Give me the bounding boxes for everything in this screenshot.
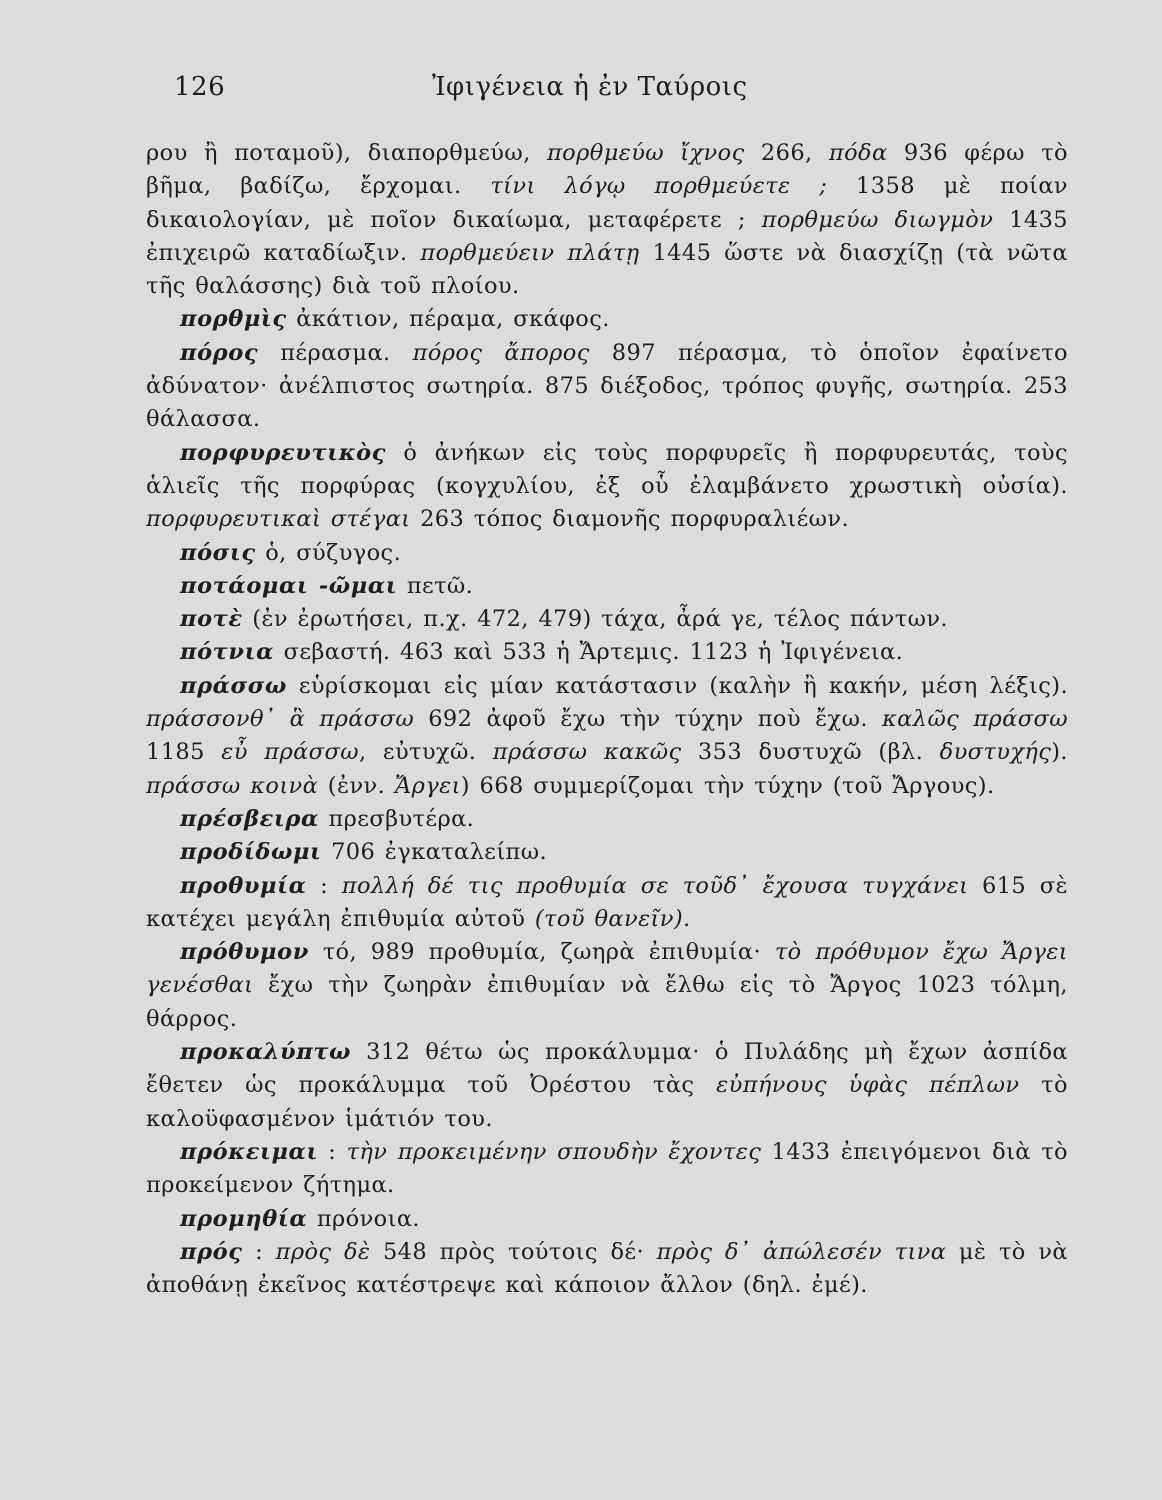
entry-text: 692 ἀφοῦ ἔχω τὴν τύχην ποὺ ἔχω. (414, 706, 883, 733)
entry-text: ) 668 συμμερίζομαι τὴν τύχην (τοῦ Ἄργους). (460, 772, 995, 799)
glossary-entry (146, 303, 1068, 336)
entry-text: πετῶ. (397, 572, 474, 599)
entry-headword: ποτάομαι -ῶμαι (180, 572, 398, 599)
entry-text: . (683, 905, 691, 932)
entry-text: : (242, 1238, 276, 1265)
entry-text: 615 σὲ κατέχει μεγάλη ἐπιθυμία αὐτοῦ (146, 872, 1068, 932)
entry-text: τό, 989 προθυμία, ζωηρὰ ἐπιθυμία· (308, 939, 775, 966)
glossary-entry (146, 836, 1068, 869)
entry-headword: πράσσω (180, 672, 287, 699)
quoted-phrase: τὸ πρόθυμον ἔχω Ἄργει γενέσθαι (146, 939, 1068, 999)
entry-text: ἔχω τὴν ζωηρὰν ἐπιθυμίαν νὰ ἔλθω εἰς τὸ Ἄργος 1023 τόλμη, θάρρος. (146, 972, 1068, 1032)
entry-headword: πόρος (180, 339, 259, 366)
entry-headword: ποτὲ (180, 606, 243, 633)
quoted-phrase: καλῶς πράσσω (882, 706, 1068, 733)
entry-headword: πόσις (180, 539, 256, 566)
glossary-entry (146, 570, 1068, 603)
glossary-entry (146, 137, 1068, 303)
entry-text: 312 θέτω ὡς προκάλυμμα· ὁ Πυλάδης μὴ ἔχων ἀσπίδα ἔθετεν ὡς προκάλυμμα τοῦ Ὀρέστου τὰς (146, 1039, 1068, 1099)
quoted-phrase: πράσσω κοινὰ (146, 772, 319, 799)
entry-text: 263 τόπος διαμονῆς πορφυραλιέων. (410, 506, 850, 533)
entry-text: εὑρίσκομαι εἰς μίαν κατάστασιν (καλὴν ἢ κακήν, μέση λέξις). (286, 672, 1068, 699)
glossary-entry (146, 636, 1068, 669)
entry-text: ρου ἢ ποταμοῦ), διαπορθμεύω, (146, 140, 547, 166)
quoted-phrase: πράσσω κακῶς (492, 739, 682, 766)
entry-text: 353 δυστυχῶ (βλ. (681, 739, 940, 766)
entry-headword: προκαλύπτω (180, 1039, 352, 1066)
entry-headword: πρέσβειρα (180, 805, 319, 832)
entry-headword: πρός (180, 1238, 243, 1265)
entry-text: πρεσβυτέρα. (318, 805, 475, 832)
entry-text: : (306, 872, 342, 899)
entry-text: (ἐνν. (318, 772, 395, 799)
entry-text: 1445 ὥστε νὰ διασχίζῃ (τὰ νῶτα τῆς θαλάσσης) διὰ τοῦ πλοίου. (146, 239, 1068, 300)
entry-text: ὁ ἀνήκων εἰς τοὺς πορφυρεῖς ἢ πορφυρευτάς, τοὺς ἁλιεῖς τῆς πορφύρας (κογχυλίου, ἐξ οὗ ἐλαμβάνετο χρωστικὴ οὐσία). (146, 439, 1068, 499)
entry-text: 1185 (146, 739, 222, 766)
entry-text: μὲ τὸ νὰ ἀποθάνῃ ἐκεῖνος κατέστρεψε καὶ κάποιον ἄλλον (δηλ. ἐμέ). (146, 1238, 1068, 1299)
glossary-entry (146, 537, 1068, 570)
quoted-phrase: πράσσονθ᾽ ἃ πράσσω (146, 706, 415, 733)
quoted-phrase: πορθμεύειν πλάτῃ (420, 239, 640, 266)
entry-text: (ἐν ἐρωτήσει, π.χ. 472, 479) τάχα, ἆρά γε, τέλος πάντων. (242, 606, 948, 633)
quoted-phrase: πορφυρευτικαὶ στέγαι (146, 506, 411, 533)
page-header (174, 72, 982, 112)
entry-headword: προθυμία (180, 872, 307, 899)
glossary-entry (146, 870, 1068, 937)
quoted-phrase: πόρος ἄπορος (412, 339, 590, 366)
quoted-phrase: πορθμεύω διωγμὸν (761, 206, 994, 233)
glossary-body (146, 137, 1068, 1302)
glossary-entry (146, 337, 1068, 437)
quoted-phrase: Ἄργει (394, 772, 461, 799)
entry-text: 1433 ἐπειγόμενοι διὰ τὸ προκείμενον ζήτημα. (146, 1138, 1068, 1199)
quoted-phrase: τίνι λόγῳ πορθμεύετε ; (490, 173, 828, 200)
quoted-phrase: δυστυχής (939, 739, 1052, 766)
glossary-entry (146, 670, 1068, 803)
quoted-phrase: πόδα (828, 140, 888, 166)
entry-text: 1435 ἐπιχειρῶ καταδίωξιν. (146, 206, 1068, 266)
glossary-entry (146, 803, 1068, 836)
quoted-phrase: (τοῦ θανεῖν) (534, 905, 684, 932)
quoted-phrase: πορθμεύω ἴχνος (546, 140, 745, 166)
entry-text: 266, (744, 140, 829, 166)
entry-text: 706 ἐγκαταλείπω. (321, 839, 548, 866)
entry-text: ). (1051, 739, 1068, 766)
quoted-phrase: τὴν προκειμένην σπουδὴν ἔχοντες (346, 1138, 762, 1165)
quoted-phrase: εὖ πράσσω (221, 739, 359, 766)
entry-headword: προδίδωμι (180, 839, 322, 866)
entry-text: 548 πρὸς τούτοις δέ· (370, 1238, 657, 1265)
running-title: Ἰφιγένεια ἡ ἐν Ταύροις (432, 72, 748, 102)
entry-text: τὸ καλοϋφασμένον ἱμάτιόν του. (146, 1072, 1068, 1132)
glossary-entry (146, 437, 1068, 537)
quoted-phrase: εὐπήνους ὑφὰς πέπλων (716, 1072, 1020, 1099)
entry-headword: πρόκειμαι (180, 1138, 318, 1165)
entry-headword: πότνια (180, 639, 275, 666)
entry-text: σεβαστή. 463 καὶ 533 ἡ Ἄρτεμις. 1123 ἡ Ἰφιγένεια. (274, 639, 904, 666)
entry-headword: πρόθυμον (180, 939, 309, 966)
entry-text: 897 πέρασμα, τὸ ὁποῖον ἐφαίνετο ἀδύνατον· ἀνέλπιστος σωτηρία. 875 διέξοδος, τρόπος φυγῆς, σωτηρία. 253 θάλασσα. (146, 339, 1068, 433)
entry-headword: πορφυρευτικὸς (180, 439, 387, 466)
entry-text: 936 φέρω τὸ βῆμα, βαδίζω, ἔρχομαι. (146, 140, 1068, 200)
entry-headword: πορθμὶς (180, 306, 287, 333)
entry-text: πέρασμα. (258, 339, 413, 366)
glossary-entry (146, 603, 1068, 636)
entry-text: ὁ, σύζυγος. (255, 539, 402, 566)
quoted-phrase: πολλή δέ τις προθυμία σε τοῦδ᾽ ἔχουσα τυγχάνει (341, 872, 969, 899)
glossary-entry (146, 1236, 1068, 1303)
entry-text: 1358 μὲ ποίαν δικαιολογίαν, μὲ ποῖον δικαίωμα, μεταφέρετε ; (146, 173, 1068, 233)
quoted-phrase: πρὸς δ᾽ ἀπώλεσέν τινα (656, 1238, 947, 1265)
glossary-entry (146, 1136, 1068, 1203)
entry-text: : (317, 1138, 347, 1165)
page-number: 126 (174, 72, 226, 102)
quoted-phrase: πρὸς δὲ (275, 1238, 371, 1265)
glossary-entry (146, 1036, 1068, 1136)
entry-text: πρόνοια. (307, 1205, 420, 1232)
glossary-entry (146, 936, 1068, 1036)
entry-text: ἀκάτιον, πέραμα, σκάφος. (286, 306, 610, 333)
entry-text: , εὐτυχῶ. (358, 739, 493, 766)
glossary-entry (146, 1203, 1068, 1236)
entry-headword: προμηθία (180, 1205, 308, 1232)
